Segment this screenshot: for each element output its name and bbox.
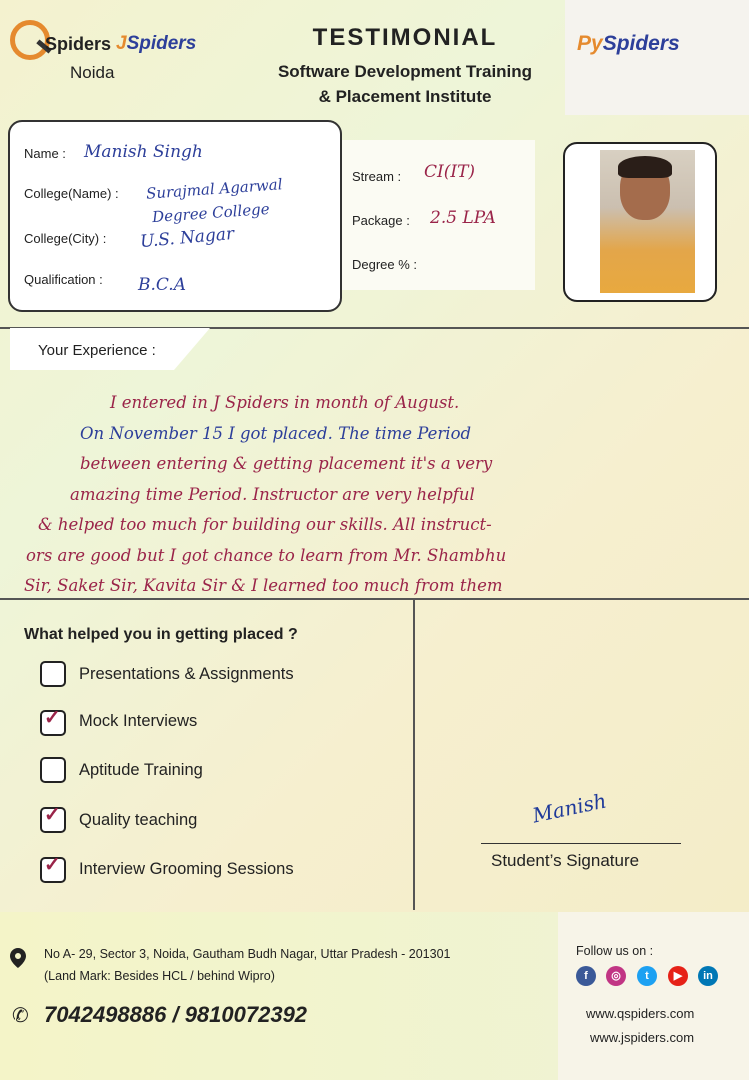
tick-mark-icon: ✓ <box>44 707 61 729</box>
experience-line: Sir, Saket Sir, Kavita Sir & I learned too much from them <box>24 576 503 596</box>
help-question: What helped you in getting placed ? <box>24 626 298 643</box>
address-line-1: No A- 29, Sector 3, Noida, Gautham Budh Nagar, Uttar Pradesh - 201301 <box>44 947 451 961</box>
checkbox-label: Quality teaching <box>79 811 198 829</box>
qspiders-brand: Spiders <box>45 34 112 54</box>
checkbox-label: Mock Interviews <box>79 712 198 730</box>
student-photo-hair <box>618 156 672 178</box>
name-value: Manish Singh <box>84 142 203 162</box>
instagram-icon[interactable]: ◎ <box>606 966 626 986</box>
location-label: Noida <box>70 63 115 82</box>
qualification-value: B.C.A <box>138 275 186 295</box>
name-label: Name : <box>24 146 66 161</box>
college-name-label: College(Name) : <box>24 186 119 201</box>
signature-line <box>481 843 681 844</box>
phone-icon: ✆ <box>12 1005 29 1027</box>
website-qspiders[interactable]: www.qspiders.com <box>586 1006 695 1021</box>
follow-label: Follow us on : <box>576 944 654 958</box>
location-pin-icon <box>10 948 26 964</box>
linkedin-icon[interactable]: in <box>698 966 718 986</box>
phone-numbers[interactable]: 7042498886 / 9810072392 <box>44 1002 308 1027</box>
experience-line: On November 15 I got placed. The time Period <box>80 423 472 443</box>
youtube-icon[interactable]: ▶ <box>668 966 688 986</box>
experience-text <box>20 388 740 602</box>
tick-mark-icon: ✓ <box>44 854 61 876</box>
facebook-icon[interactable]: f <box>576 966 596 986</box>
experience-line: between entering & getting placement it's a very <box>80 454 493 474</box>
checkbox-presentations[interactable] <box>40 661 66 687</box>
experience-line: I entered in J Spiders in month of August. <box>110 393 460 412</box>
degree-label: Degree % : <box>352 257 418 272</box>
checkbox-label: Interview Grooming Sessions <box>79 860 294 878</box>
checkbox-aptitude[interactable] <box>40 757 66 783</box>
experience-line: ors are good but I got chance to learn from Mr. Shambhu <box>26 545 507 565</box>
subtitle-line-2: & Placement Institute <box>318 87 492 106</box>
package-label: Package : <box>352 213 410 228</box>
qspiders-logo-icon <box>10 20 50 60</box>
college-city-value: U.S. Nagar <box>139 223 235 253</box>
qualification-label: Qualification : <box>24 272 103 287</box>
checkbox-label: Aptitude Training <box>79 761 203 779</box>
college-city-label: College(City) : <box>24 231 107 246</box>
pyspiders-panel <box>565 0 749 115</box>
package-value: 2.5 LPA <box>430 208 496 228</box>
website-jspiders[interactable]: www.jspiders.com <box>590 1030 695 1045</box>
pyspiders-brand: PySpiders <box>577 32 680 55</box>
tick-mark-icon: ✓ <box>44 804 61 826</box>
subtitle-line-1: Software Development Training <box>277 62 533 81</box>
twitter-icon[interactable]: t <box>637 966 657 986</box>
experience-heading: Your Experience : <box>38 342 156 359</box>
stream-label: Stream : <box>352 169 402 184</box>
college-name-value-1: Surajmal Agarwal <box>145 175 284 203</box>
college-name-value-2: Degree College <box>151 199 271 227</box>
footer-social-panel <box>558 912 749 1080</box>
address-line-2: (Land Mark: Besides HCL / behind Wipro) <box>44 969 275 983</box>
signature-label: Student’s Signature <box>491 851 640 870</box>
signature-scribble: Manish <box>530 788 609 828</box>
jspiders-brand: JSpiders <box>116 33 197 54</box>
experience-line: & helped too much for building our skills. All instruct- <box>38 515 492 535</box>
checkbox-label: Presentations & Assignments <box>79 665 294 683</box>
experience-line: amazing time Period. Instructor are very helpful <box>70 484 475 504</box>
stream-value: CI(IT) <box>424 162 476 182</box>
page-title: TESTIMONIAL <box>312 24 498 51</box>
